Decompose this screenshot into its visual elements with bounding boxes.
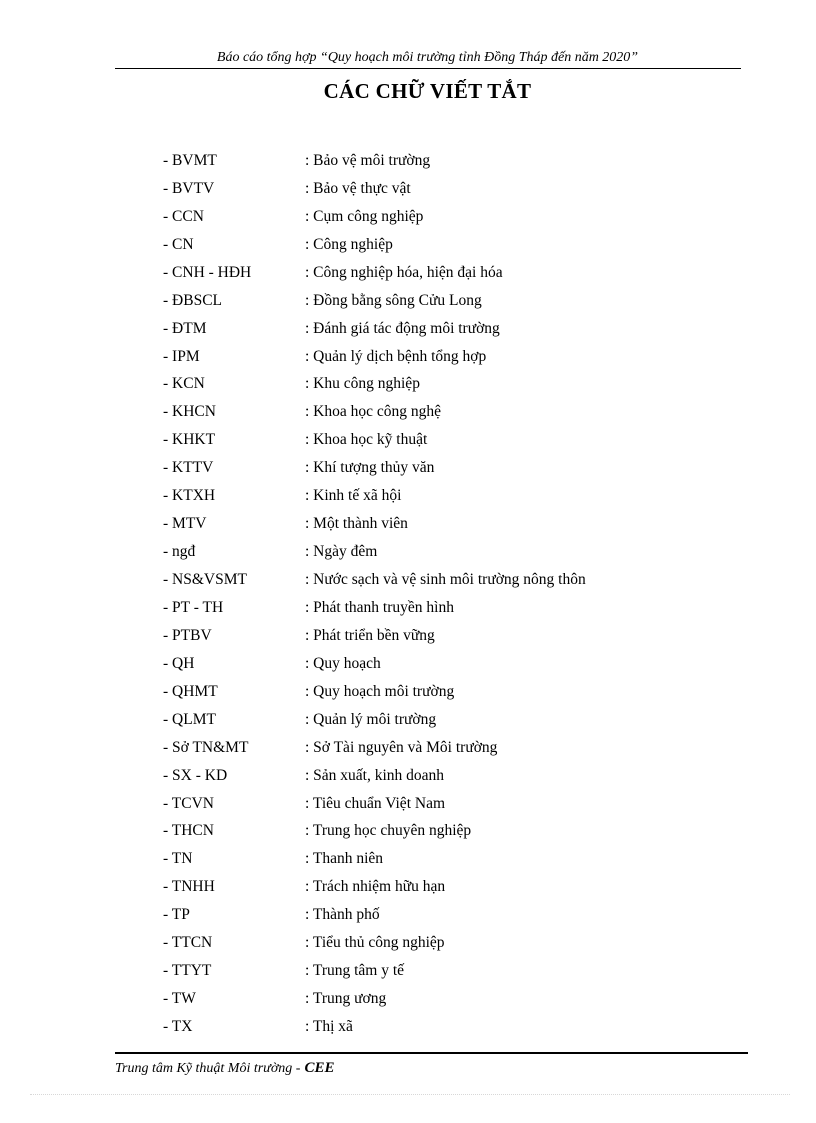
abbreviation-code: - MTV	[163, 515, 207, 533]
abbreviation-meaning: : Công nghiệp	[305, 235, 393, 253]
abbreviation-meaning: : Trung ương	[305, 990, 387, 1008]
footer-divider	[115, 1052, 748, 1054]
abbreviation-code: - KTTV	[163, 459, 214, 477]
abbreviation-meaning: : Khí tượng thủy văn	[305, 459, 435, 477]
abbreviation-row	[163, 985, 586, 1013]
abbreviation-meaning: : Cụm công nghiệp	[305, 207, 424, 225]
abbreviation-code: - TN	[163, 850, 193, 868]
abbreviation-code: - Sở TN&MT	[163, 738, 249, 756]
abbreviation-meaning: : Khoa học công nghệ	[305, 403, 442, 421]
abbreviation-meaning: : Đồng bằng sông Cửu Long	[305, 291, 482, 309]
abbreviation-meaning: : Bảo vệ môi trường	[305, 151, 431, 169]
abbreviation-meaning: : Trách nhiệm hữu hạn	[305, 878, 446, 896]
abbreviation-code: - ĐBSCL	[163, 291, 222, 309]
abbreviation-meaning: : Một thành viên	[305, 515, 408, 533]
abbreviation-code: - SX - KD	[163, 766, 228, 784]
abbreviation-code: - KTXH	[163, 487, 216, 505]
abbreviation-code: - ngđ	[163, 543, 196, 561]
abbreviation-row	[163, 510, 586, 538]
abbreviation-code: - QHMT	[163, 682, 218, 700]
abbreviation-row	[163, 873, 586, 901]
abbreviation-row	[163, 650, 586, 678]
abbreviation-meaning: : Phát thanh truyền hình	[305, 598, 454, 616]
abbreviation-meaning: : Thanh niên	[305, 850, 384, 868]
abbreviation-row	[163, 454, 586, 482]
abbreviation-code: - PTBV	[163, 626, 212, 644]
abbreviation-code: - TX	[163, 1018, 193, 1036]
abbreviation-code: - IPM	[163, 347, 200, 365]
abbreviation-row	[163, 566, 586, 594]
abbreviation-code: - TTCN	[163, 934, 213, 952]
abbreviation-meaning: : Ngày đêm	[305, 543, 378, 561]
abbreviation-row	[163, 678, 586, 706]
abbreviation-row	[163, 594, 586, 622]
abbreviation-meaning: : Khu công nghiệp	[305, 375, 420, 393]
abbreviation-meaning: : Đánh giá tác động môi trường	[305, 319, 500, 337]
abbreviation-code: - KHCN	[163, 403, 216, 421]
abbreviation-meaning: : Quản lý dịch bệnh tổng hợp	[305, 347, 487, 365]
abbreviation-row	[163, 734, 586, 762]
abbreviation-row	[163, 343, 586, 371]
abbreviation-row	[163, 929, 586, 957]
abbreviation-meaning: : Tiểu thủ công nghiệp	[305, 934, 445, 952]
abbreviation-row	[163, 398, 586, 426]
abbreviation-row	[163, 259, 586, 287]
abbreviation-meaning: : Khoa học kỹ thuật	[305, 431, 428, 449]
header-divider	[115, 68, 741, 69]
abbreviation-row	[163, 175, 586, 203]
running-header: Báo cáo tổng hợp “Quy hoạch môi trường tỉnh Đồng Tháp đến năm 2020”	[216, 50, 639, 65]
abbreviation-row	[163, 426, 586, 454]
abbreviation-row	[163, 147, 586, 175]
abbreviation-meaning: : Tiêu chuẩn Việt Nam	[305, 794, 445, 812]
abbreviation-row	[163, 203, 586, 231]
abbreviation-row	[163, 706, 586, 734]
abbreviation-code: - CCN	[163, 207, 204, 225]
footer-organization: Trung tâm Kỹ thuật Môi trường -	[115, 1061, 301, 1076]
abbreviation-meaning: : Bảo vệ thực vật	[305, 179, 411, 197]
abbreviation-list	[163, 147, 586, 1041]
abbreviation-row	[163, 845, 586, 873]
abbreviation-row	[163, 957, 586, 985]
abbreviation-code: - BVMT	[163, 151, 217, 169]
page-title: CÁC CHỮ VIẾT TẮT	[323, 79, 532, 103]
page-bottom-dotted-line	[30, 1094, 790, 1095]
abbreviation-code: - TTYT	[163, 962, 212, 980]
abbreviation-code: - THCN	[163, 822, 214, 840]
abbreviation-meaning: : Nước sạch và vệ sinh môi trường nông thôn	[305, 571, 586, 589]
abbreviation-meaning: : Quy hoạch	[305, 654, 381, 672]
abbreviation-code: - ĐTM	[163, 319, 207, 337]
abbreviation-code: - PT - TH	[163, 598, 224, 616]
abbreviation-code: - BVTV	[163, 179, 215, 197]
abbreviation-code: - KCN	[163, 375, 205, 393]
abbreviation-meaning: : Trung tâm y tế	[305, 962, 405, 980]
abbreviation-meaning: : Thị xã	[305, 1018, 353, 1036]
abbreviation-code: - KHKT	[163, 431, 216, 449]
abbreviation-meaning: : Trung học chuyên nghiệp	[305, 822, 472, 840]
abbreviation-meaning: : Quản lý môi trường	[305, 710, 437, 728]
abbreviation-row	[163, 1013, 586, 1041]
abbreviation-meaning: : Kinh tế xã hội	[305, 487, 402, 505]
abbreviation-row	[163, 538, 586, 566]
abbreviation-row	[163, 371, 586, 399]
footer-brand: CEE	[304, 1060, 335, 1076]
abbreviation-row	[163, 901, 586, 929]
abbreviation-row	[163, 287, 586, 315]
abbreviation-meaning: : Quy hoạch môi trường	[305, 682, 455, 700]
abbreviation-code: - TP	[163, 906, 190, 924]
abbreviation-code: - NS&VSMT	[163, 571, 247, 589]
abbreviation-row	[163, 818, 586, 846]
abbreviation-row	[163, 315, 586, 343]
abbreviation-meaning: : Sở Tài nguyên và Môi trường	[305, 738, 498, 756]
abbreviation-row	[163, 790, 586, 818]
abbreviation-code: - QLMT	[163, 710, 216, 728]
abbreviation-row	[163, 482, 586, 510]
abbreviation-code: - CN	[163, 235, 194, 253]
abbreviation-meaning: : Công nghiệp hóa, hiện đại hóa	[305, 263, 503, 281]
abbreviation-code: - CNH - HĐH	[163, 263, 252, 281]
running-footer	[115, 1059, 334, 1078]
abbreviation-meaning: : Sản xuất, kinh doanh	[305, 766, 445, 784]
abbreviation-code: - QH	[163, 654, 195, 672]
abbreviation-meaning: : Phát triển bền vững	[305, 626, 435, 644]
abbreviation-code: - TW	[163, 990, 196, 1008]
abbreviation-row	[163, 622, 586, 650]
abbreviation-code: - TCVN	[163, 794, 214, 812]
abbreviation-row	[163, 231, 586, 259]
abbreviation-code: - TNHH	[163, 878, 215, 896]
abbreviation-meaning: : Thành phố	[305, 906, 380, 924]
abbreviation-row	[163, 762, 586, 790]
